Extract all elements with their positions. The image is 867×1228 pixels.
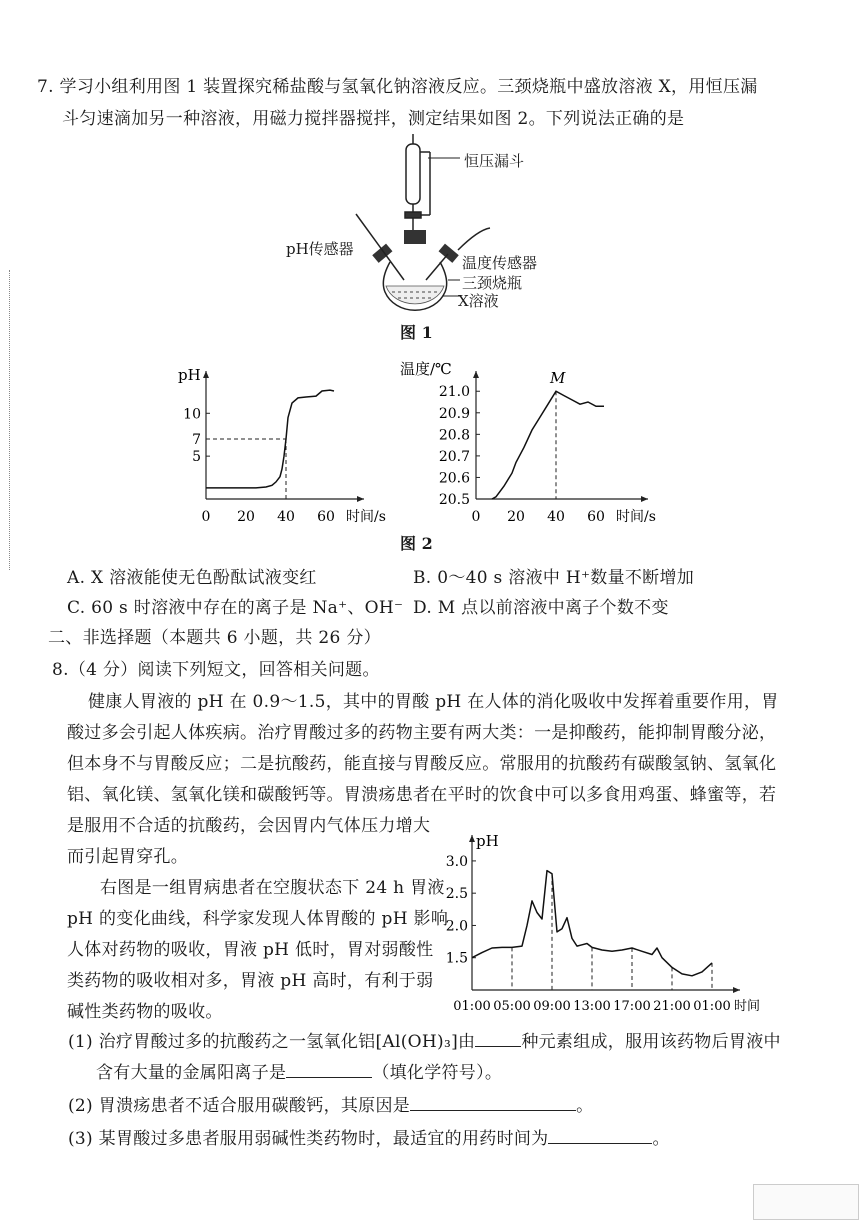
- answer-blank-4[interactable]: [548, 1142, 652, 1144]
- subq1-line1: [68, 1027, 781, 1052]
- q8-p2-line: 类药物的吸收相对多，胃液 pH 高时，有利于弱: [67, 971, 434, 991]
- label-funnel: 恒压漏斗: [464, 152, 525, 170]
- y-tick-label: 20.5: [438, 492, 470, 508]
- y-tick-label: 2.0: [445, 918, 468, 935]
- y-tick-label: 20.6: [438, 470, 470, 487]
- x-tick-label: 40: [277, 509, 295, 525]
- answer-blank-1[interactable]: [475, 1045, 521, 1047]
- x-tick-label: 01:00: [453, 999, 491, 1014]
- scanner-watermark-badge: [753, 1184, 859, 1220]
- fig1-caption: 图 1: [400, 323, 433, 342]
- y-tick-label: 1.5: [445, 950, 468, 967]
- ph-sensor-rod: [356, 214, 404, 280]
- y-axis-label: pH: [178, 366, 201, 384]
- label-temp-sensor: 温度传感器: [462, 254, 538, 272]
- q8-heading: 8.（4 分）阅读下列短文，回答相关问题。: [52, 660, 380, 680]
- subq2-end: 。: [576, 1096, 594, 1116]
- x-tick-label: 21:00: [653, 999, 691, 1014]
- gastric-ph-curve: [472, 871, 712, 976]
- y-tick-label: 10: [183, 406, 201, 423]
- q8-p1-line: 是服用不合适的抗酸药，会因胃内气体压力增大: [67, 816, 431, 836]
- q8-p1-line: 铝、氧化镁、氢氧化镁和碳酸钙等。胃溃疡患者在平时的饮食中可以多食用鸡蛋、蜂蜜等，若: [67, 785, 777, 805]
- q8-p1-line: 酸过多会引起人体疾病。治疗胃酸过多的药物主要有两大类：一是抑酸药，能抑制胃酸分泌，: [67, 723, 777, 743]
- y-axis-arrow: [469, 835, 475, 842]
- answer-blank-2[interactable]: [286, 1076, 372, 1078]
- q7-line1: 7. 学习小组利用图 1 装置探究稀盐酸与氢氧化钠溶液反应。三颈烧瓶中盛放溶液 X，用恒压漏: [37, 77, 758, 97]
- x-tick-label: 13:00: [573, 999, 611, 1014]
- y-axis-label: 温度/℃: [400, 360, 452, 378]
- chart-ph-vs-time: [170, 362, 386, 532]
- option-d: D. M 点以前溶液中离子个数不变: [413, 598, 669, 618]
- x-tick-label: 0: [471, 509, 481, 525]
- x-axis-label: 时间: [734, 999, 761, 1014]
- x-tick-label: 0: [201, 509, 211, 525]
- q8-p1-line: 但本身不与胃酸反应；二是抗酸药，能直接与胃酸反应。常服用的抗酸药有碳酸氢钠、氢氧化: [67, 754, 777, 774]
- label-flask: 三颈烧瓶: [462, 274, 523, 292]
- peak-label-m: M: [550, 369, 566, 388]
- y-tick-label: 20.9: [438, 405, 470, 422]
- q8-p2-line: 人体对药物的吸收，胃液 pH 低时，胃对弱酸性: [67, 940, 434, 960]
- x-axis-arrow: [733, 987, 740, 993]
- q8-p2-line: pH 的变化曲线，科学家发现人体胃酸的 pH 影响: [67, 909, 449, 929]
- x-tick-label: 20: [237, 509, 255, 525]
- x-axis-label: 时间/s: [616, 509, 656, 525]
- subq1-text-c: 含有大量的金属阳离子是: [96, 1063, 287, 1083]
- x-tick-label: 05:00: [493, 999, 531, 1014]
- y-axis-arrow: [473, 371, 479, 378]
- fig1-apparatus: [280, 130, 580, 320]
- label-ph-sensor: pH传感器: [286, 240, 354, 258]
- x-tick-label: 01:00: [693, 999, 731, 1014]
- chart-gastric-ph: [438, 830, 763, 1015]
- right-stopper: [439, 244, 459, 263]
- q8-p1-line: 健康人胃液的 pH 在 0.9～1.5，其中的胃酸 pH 在人体的消化吸收中发挥着重要作用，胃: [88, 692, 779, 712]
- subq2: [68, 1091, 593, 1116]
- answer-blank-3[interactable]: [410, 1109, 576, 1111]
- x-tick-label: 60: [317, 509, 335, 525]
- y-tick-label: 2.5: [445, 886, 468, 903]
- y-tick-label: 5: [192, 449, 201, 466]
- y-axis-label: pH: [476, 832, 499, 850]
- y-tick-label: 7: [192, 432, 201, 448]
- y-tick-label: 3.0: [445, 853, 468, 870]
- x-axis-label: 时间/s: [346, 509, 386, 525]
- center-stopper: [404, 230, 426, 244]
- fig2-caption: 图 2: [400, 534, 433, 553]
- option-b: B. 0～40 s 溶液中 H⁺数量不断增加: [413, 568, 695, 588]
- label-x-solution: X溶液: [458, 292, 499, 310]
- subq3-text: (3) 某胃酸过多患者服用弱碱性类药物时，最适宜的用药时间为: [68, 1129, 549, 1149]
- x-axis-arrow: [641, 496, 648, 502]
- y-tick-label: 21.0: [438, 384, 470, 401]
- q7-line2: 斗匀速滴加另一种溶液，用磁力搅拌器搅拌，测定结果如图 2。下列说法正确的是: [62, 109, 685, 129]
- subq3: [68, 1124, 670, 1149]
- y-axis-arrow: [203, 371, 209, 378]
- x-tick-label: 60: [587, 509, 605, 525]
- subq1-text-d: （填化学符号）。: [372, 1063, 503, 1083]
- subq3-end: 。: [652, 1129, 670, 1149]
- option-c: C. 60 s 时溶液中存在的离子是 Na⁺、OH⁻: [67, 598, 404, 618]
- x-tick-label: 17:00: [613, 999, 651, 1014]
- constant-pressure-funnel: [405, 134, 430, 230]
- x-solution-liquid: [386, 286, 444, 304]
- chart-temp-vs-time: [392, 362, 662, 532]
- subq1-text-b: 种元素组成，服用该药物后胃液中: [521, 1032, 781, 1052]
- q8-p2-line: 碱性类药物的吸收。: [67, 1002, 223, 1022]
- subq2-text: (2) 胃溃疡患者不适合服用碳酸钙，其原因是: [68, 1096, 411, 1116]
- x-axis-arrow: [357, 496, 364, 502]
- x-tick-label: 09:00: [533, 999, 571, 1014]
- subq1-text-a: (1) 治疗胃酸过多的抗酸药之一氢氧化铝[Al(OH)₃]由: [68, 1032, 476, 1052]
- q8-p2-line: 右图是一组胃病患者在空腹状态下 24 h 胃液: [100, 878, 445, 898]
- temperature-curve: [492, 391, 604, 499]
- x-tick-label: 40: [547, 509, 565, 525]
- y-tick-label: 20.8: [438, 427, 470, 444]
- q8-p1-line: 而引起胃穿孔。: [67, 847, 189, 867]
- temp-sensor-rod: [426, 254, 448, 280]
- y-tick-label: 20.7: [438, 448, 470, 465]
- binding-margin-line: [9, 270, 10, 570]
- temp-sensor-wire: [458, 228, 490, 250]
- subq1-line2: [96, 1058, 502, 1083]
- option-a: A. X 溶液能使无色酚酞试液变红: [67, 568, 317, 588]
- section-heading: 二、非选择题（本题共 6 小题，共 26 分）: [48, 628, 381, 648]
- x-tick-label: 20: [507, 509, 525, 525]
